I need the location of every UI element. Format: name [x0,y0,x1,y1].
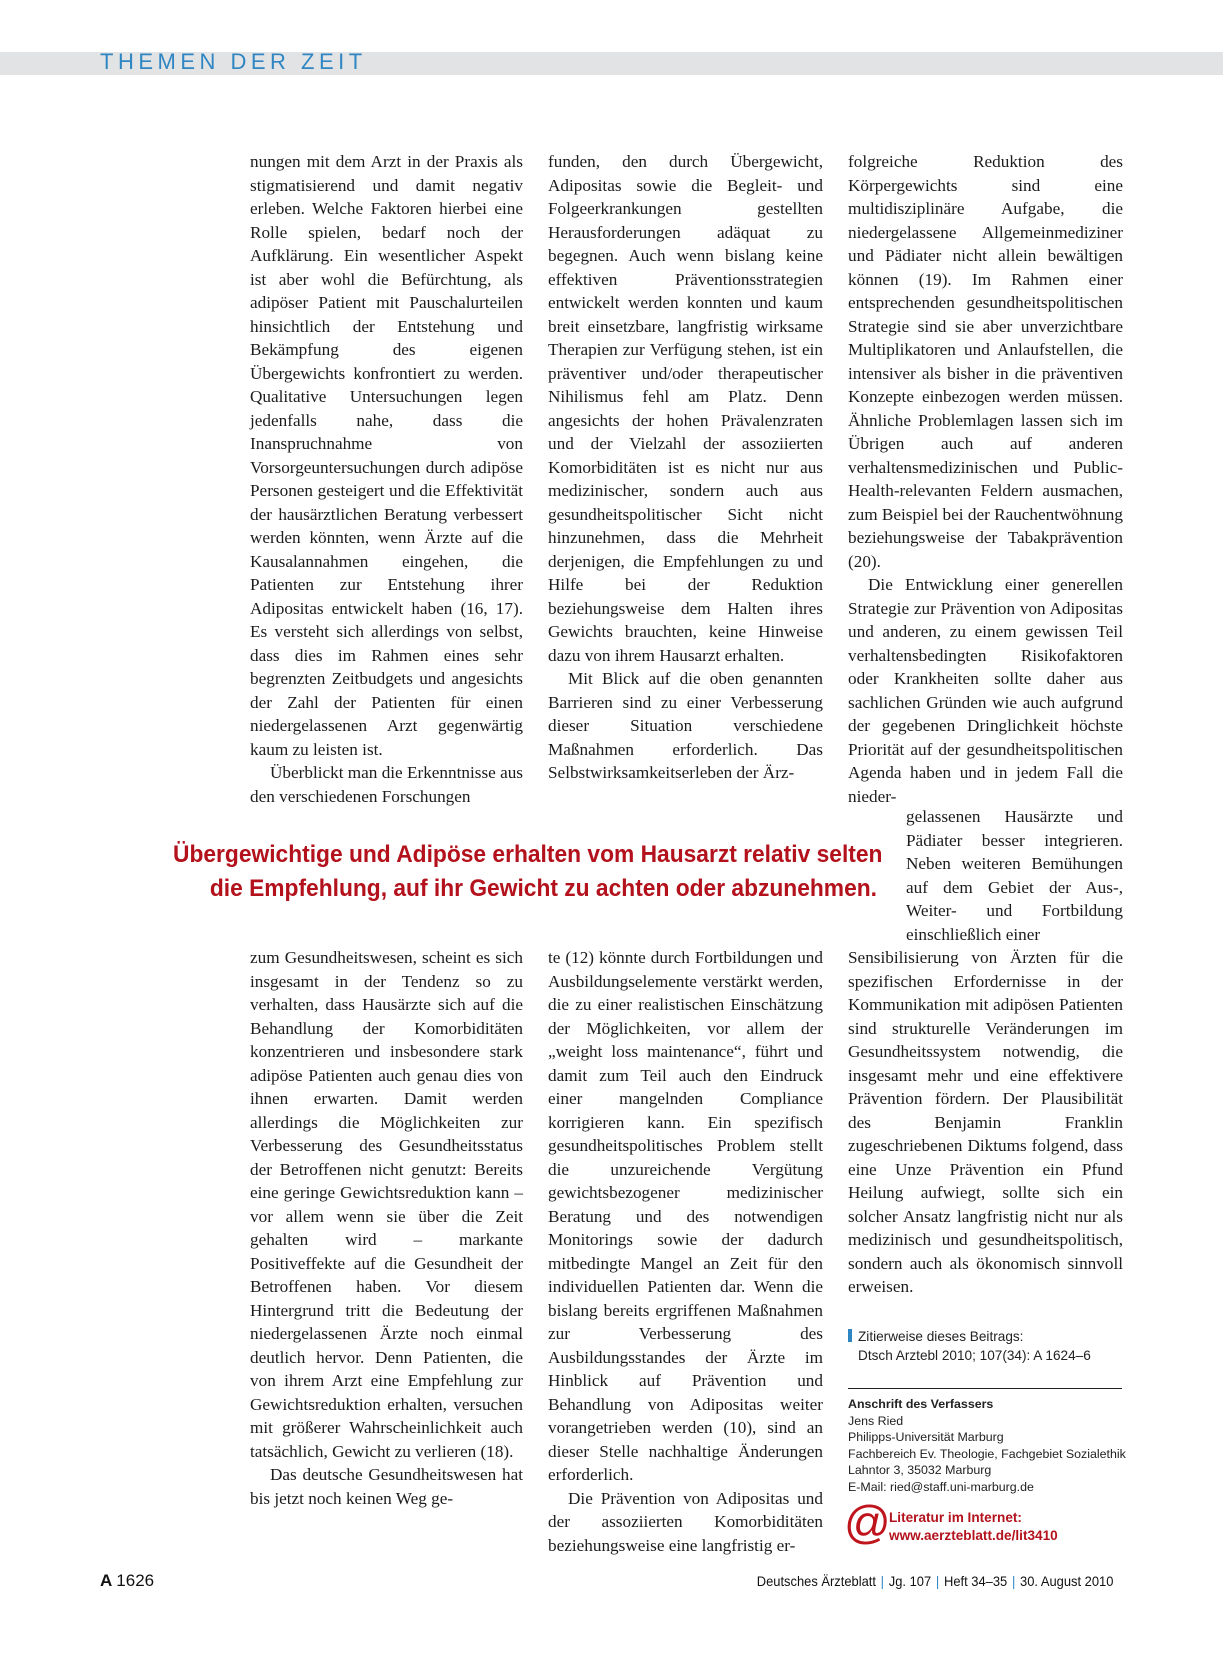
article-column-3-middle [906,805,1123,946]
address-email: E-Mail: ried@staff.uni-marburg.de [848,1479,1034,1494]
pull-quote-line: Übergewichtige und Adipöse erhalten vom Hausarzt relativ selten [172,841,883,868]
address-line: Jens Ried [848,1413,904,1428]
author-address [848,1396,1128,1496]
article-column-3-bottom [848,946,1123,1299]
divider [848,1388,1122,1389]
literature-link[interactable] [889,1509,1058,1545]
paragraph: Die Entwicklung einer generellen Strategie zur Prävention von Adipositas und anderen, zu einem gewissen Teil verhaltensbedingten Risikofaktoren oder Krankheiten sollte daher aus sachlichen Gründen wie auch aufgrund der gegebenen Dringlichkeit höchste Priorität auf der gesundheitspolitischen Agenda haben und in jedem Fall die nieder- [848,575,1123,806]
address-line: Lahntor 3, 35032 Marburg [848,1463,992,1478]
paragraph: Mit Blick auf die oben genannten Barrieren sind zu einer Verbesserung dieser Situation verschiedene Maßnahmen erforderlich. Das Selbstwirksamkeitserleben der Ärz- [548,669,823,782]
separator: | [935,1574,939,1589]
article-column-1-bottom [250,946,523,1510]
separator: | [1011,1574,1015,1589]
paragraph: te (12) könnte durch Fortbildungen und Ausbildungselemente verstärkt werden, die zu einer realistischen Einschätzung der Möglichkeiten, vor allem der „weight loss maintenance“, führt und damit zum Teil auch den Eindruck einer mangelnden Compliance korrigieren kann. Ein spezifisch gesundheitspolitisches Problem stellt die unzureichende Vergütung gewichtsbezogener medizinischer Beratung und des notwendigen Monitorings sowie der dadurch mitbedingte Mangel an Zeit für den individuellen Patienten dar. Wenn die bislang bereits ergriffenen Maßnahmen zur Verbesserung des Ausbildungsstandes der Ärzte im Hinblick auf Prävention und Behandlung von Adipositas weiter vorangetrieben werden (10), sind an dieser Stelle nachhaltige Änderungen erforderlich. [548,948,823,1484]
article-column-1-top [250,150,523,808]
issue-date: 30. August 2010 [1019,1574,1113,1589]
volume: Jg. 107 [888,1574,931,1589]
citation-reference: Dtsch Arztebl 2010; 107(34): A 1624–6 [858,1348,1091,1363]
address-title: Anschrift des Verfassers [848,1397,994,1411]
literature-url[interactable]: www.aerzteblatt.de/lit3410 [889,1528,1058,1543]
journal-name: Deutsches Ärzteblatt [756,1574,876,1589]
citation-marker [848,1329,852,1342]
paragraph: Die Prävention von Adipositas und der assoziierten Komorbiditäten beziehungsweise eine langfristig er- [548,1488,823,1555]
separator: | [880,1574,884,1589]
page-number: A 1626 [100,1571,155,1590]
address-line: Fachbereich Ev. Theologie, Fachgebiet Sozialethik [848,1446,1126,1461]
paragraph: Sensibilisierung von Ärzten für die spezifischen Erfordernisse in der Kommunikation mit adipösen Patienten sind strukturelle Veränderungen im Gesundheitssystem notwendig, die insgesamt mehr und eine effektivere Prävention fördern. Der Plausibilität des Benjamin Franklin zugeschriebenen Diktums folgend, dass eine Unze Prävention ein Pfund Heilung aufwiegt, sollte sich ein solcher Ansatz langfristig nicht nur als medizinisch und gesundheitspolitisch, sondern auch als ökonomisch sinnvoll erweisen. [848,948,1123,1296]
citation-box [848,1327,1128,1365]
at-sign-icon: @ [844,1496,891,1548]
article-column-3-top [848,150,1123,808]
paragraph: gelassenen Hausärzte und Pädiater besser integrieren. Neben weiteren Bemühungen auf dem Gebiet der Aus-, Weiter- und Fortbildung einschließlich einer [906,807,1123,944]
citation-label: Zitierweise dieses Beitrags: [858,1329,1024,1344]
pull-quote [172,838,883,906]
paragraph: zum Gesundheitswesen, scheint es sich insgesamt in der Tendenz so zu verhalten, dass Hausärzte sich auf die Behandlung der Komorbiditäten konzentrieren und insbesondere stark adipöse Patienten auch genau dies von ihnen erwarten. Damit werden allerdings die Möglichkeiten zur Verbesserung des Gesundheitsstatus der Betroffenen nicht genutzt: Bereits eine geringe Gewichtsreduktion kann – vor allem wenn sie über die Zeit gehalten wird – markante Positiveffekte auf die Gesundheit der Betroffenen haben. Vor diesem Hintergrund tritt die Bedeutung der niedergelassenen Ärzte noch einmal deutlich hervor. Denn Patienten, die von ihrem Arzt eine Empfehlung zur Gewichtsreduktion erhalten, versuchen mit größerer Wahrscheinlichkeit auch tatsächlich, Gewicht zu verlieren (18). [250,948,523,1461]
section-label: THEMEN DER ZEIT [100,49,367,74]
paragraph: Das deutsche Gesundheitswesen hat bis jetzt noch keinen Weg ge- [250,1465,523,1508]
footer-issue-info [756,1574,1113,1589]
paragraph: folgreiche Reduktion des Körpergewichts sind eine multidisziplinäre Aufgabe, die niedergelassene Allgemeinmediziner und Pädiater nicht allein bewältigen können (19). Im Rahmen einer entsprechenden gesundheitspolitischen Strategie sind sie aber unverzichtbare Multiplikatoren und Anlaufstellen, die intensiver als bisher in die präventiven Konzepte einbezogen werden müssen. Ähnliche Problemlagen lassen sich im Übrigen auch auf anderen verhaltensmedizinischen und Public-Health-relevanten Feldern ausmachen, zum Beispiel bei der Rauchentwöhnung beziehungsweise der Tabakprävention (20). [848,152,1123,571]
paragraph: Überblickt man die Erkenntnisse aus den verschiedenen Forschungen [250,763,523,806]
issue: Heft 34–35 [943,1574,1007,1589]
paragraph: nungen mit dem Arzt in der Praxis als stigmatisierend und damit negativ erleben. Welche Faktoren hierbei eine Rolle spielen, bedarf noch der Aufklärung. Ein wesentlicher Aspekt ist aber wohl die Befürchtung, als adipöser Patient mit Pauschalurteilen hinsichtlich der Entstehung und Bekämpfung des eigenen Übergewichts konfrontiert zu werden. Qualitative Untersuchungen legen jedenfalls nahe, dass die Inanspruchnahme von Vorsorgeuntersuchungen durch adipöse Personen gesteigert und die Effektivität der hausärztlichen Beratung verbessert werden könnten, wenn Ärzte auf die Kausalannahmen eingehen, die Patienten zur Entstehung ihrer Adipositas entwickelt haben (16, 17). Es versteht sich allerdings von selbst, dass dies im Rahmen eines sehr begrenzten Zeitbudgets und angesichts der Zahl der Patienten für einen niedergelassenen Arzt gegenwärtig kaum zu leisten ist. [250,152,523,759]
paragraph: funden, den durch Übergewicht, Adipositas sowie die Begleit- und Folgeerkrankungen gestellten Herausforderungen adäquat zu begegnen. Auch wenn bislang keine effektiven Präventionsstrategien entwickelt werden konnten und kaum breit einsetzbare, langfristig wirksame Therapien zur Verfügung stehen, ist ein präventiver und/oder therapeutischer Nihilismus fehl am Platz. Denn angesichts der hohen Prävalenzraten und der Vielzahl der assoziierten Komorbiditäten ist es nicht nur aus medizinischer, sondern auch aus gesundheitspolitischer Sicht nicht hinzunehmen, dass die Mehrheit derjenigen, die Empfehlungen zu und Hilfe bei der Reduktion beziehungsweise dem Halten ihres Gewichts brauchten, keine Hinweise dazu von ihrem Hausarzt erhalten. [548,152,823,665]
pull-quote-line: die Empfehlung, auf ihr Gewicht zu achten oder abzunehmen. [209,875,877,902]
article-column-2-top [548,150,823,785]
literature-label: Literatur im Internet: [889,1510,1022,1525]
address-line: Philipps-Universität Marburg [848,1430,1004,1445]
article-column-2-bottom [548,946,823,1557]
